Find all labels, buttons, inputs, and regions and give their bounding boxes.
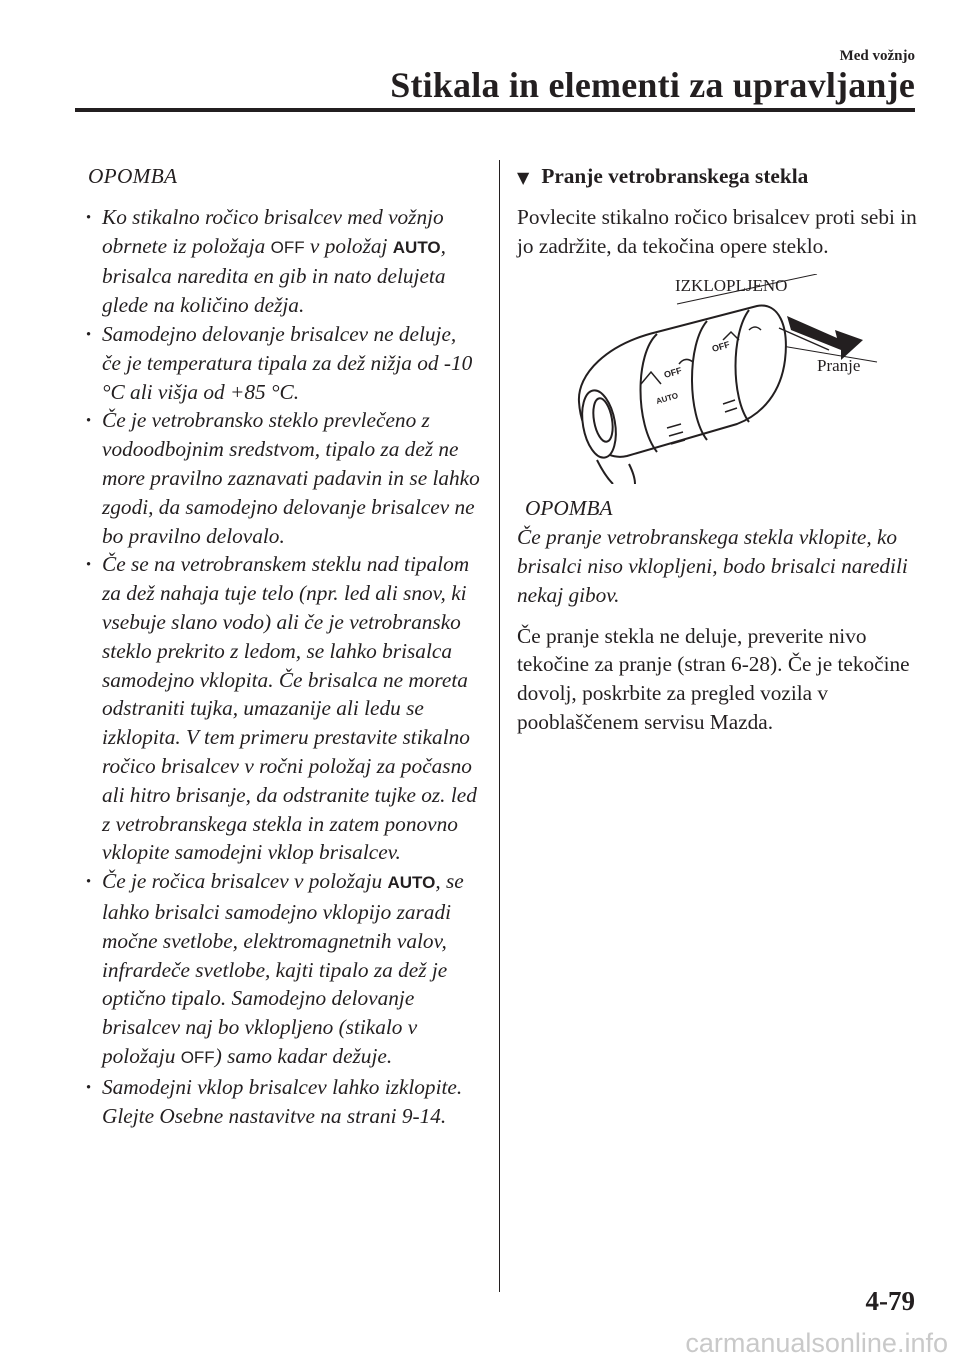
lever-body: [577, 306, 786, 484]
note-heading: OPOMBA: [525, 496, 613, 521]
wiper-lever-figure: [517, 274, 927, 484]
watermark: carmanualsonline.info: [685, 1328, 948, 1358]
off-symbol: OFF: [180, 1047, 215, 1067]
note-bullet-list: [80, 203, 480, 1131]
bullet-text: Ko stikalno ročico brisalcev med vožnjo obrnete iz položaja: [102, 204, 444, 258]
wiper-lever-illustration: [517, 274, 927, 484]
page-number: 4-79: [865, 1286, 915, 1316]
note-bullet: [80, 1073, 480, 1131]
triangle-down-icon: ▼: [517, 168, 530, 187]
cross-reference: Glejte Osebne nastavitve na strani 9-14.: [102, 1103, 447, 1128]
note-bullet: [80, 550, 480, 867]
section-heading-text: Pranje vetrobranskega stekla: [541, 164, 809, 188]
note-text: Če pranje vetrobranskega stekla vklopite, ko brisalci niso vklopljeni, bodo brisalci naredili nekaj gibov.: [517, 525, 908, 607]
washer-paragraph: Če pranje stekla ne deluje, preverite nivo tekočine za pranje (stran 6-28). Če je tekočine dovolj, poskrbite za pregled vozila v pooblaščenem servisu Mazda.: [517, 623, 910, 734]
bullet-text: ) samo kadar dežuje.: [214, 1043, 393, 1068]
off-symbol: OFF: [270, 237, 305, 257]
column-divider: [499, 160, 500, 1292]
lever-mark-off-upper: OFF: [710, 339, 731, 355]
note-bullet: [80, 867, 480, 1073]
right-column: [517, 162, 927, 737]
section-heading: [517, 162, 927, 193]
bullet-text: v položaj: [304, 233, 393, 258]
auto-symbol: AUTO: [387, 873, 436, 893]
note-bullet: [80, 406, 480, 550]
label-wash: Pranje: [817, 356, 861, 376]
bullet-text: Če je vetrobransko steklo prevlečeno z vodoodbojnim sredstvom, tipalo za dež ne more pravilno zaznavati padavin in se lahko zgodi, da samodejno delovanje brisalcev ne bo pravilno delovalo.: [102, 408, 480, 548]
note-bullet: [80, 203, 480, 320]
label-off: IZKLOPLJENO: [675, 276, 788, 296]
left-column: [80, 162, 480, 1130]
auto-symbol: AUTO: [392, 237, 441, 257]
page-title: Stikala in elementi za upravljanje: [390, 65, 915, 105]
note-heading: OPOMBA: [88, 164, 178, 188]
bullet-text: Če se na vetrobranskem steklu nad tipalom za dež nahaja tuje telo (npr. led ali snov, ki vsebuje slano vodo) ali če je vetrobransko steklo prekrito z ledom, se lahko brisalca samodejno vklopita. Če brisalca ne moreta odstraniti tujka, umazanije ali ledu se izklopita. V tem primeru prestavite stikalno ročico brisalcev v ročni položaj za počasno ali hitro brisanje, da odstranite tujke oz. led z vetrobranskega stekla in zatem ponovno vklopite samodejni vklop brisalcev.: [102, 552, 477, 865]
chapter-name: Med vožnjo: [839, 48, 915, 64]
section-body: Povlecite stikalno ročico brisalcev proti sebi in jo zadržite, da tekočina opere steklo.: [517, 204, 917, 258]
bullet-text: , se lahko brisalci samodejno vklopijo zaradi močne svetlobe, elektromagnetnih valov, infrardeče svetlobe, kajti tipalo za dež je optično tipalo. Samodejno delovanje brisalcev naj bo vklopljeno (stikalo v položaju: [102, 869, 464, 1068]
bullet-text: , brisalca naredita en gib in nato delujeta glede na količino dežja.: [102, 233, 446, 318]
lever-mark-auto: AUTO: [655, 391, 680, 407]
bullet-text: Samodejni vklop brisalcev lahko izklopite.: [102, 1074, 463, 1099]
bullet-text: Samodejno delovanje brisalcev ne deluje, če je temperatura tipala za dež nižja od -10 °C ali višja od +85 °C.: [102, 321, 473, 404]
lever-mark-off: OFF: [662, 365, 683, 381]
note-bullet: [80, 320, 480, 406]
bullet-text: Če je ročica brisalcev v položaju: [102, 869, 388, 894]
title-rule: [75, 108, 915, 112]
